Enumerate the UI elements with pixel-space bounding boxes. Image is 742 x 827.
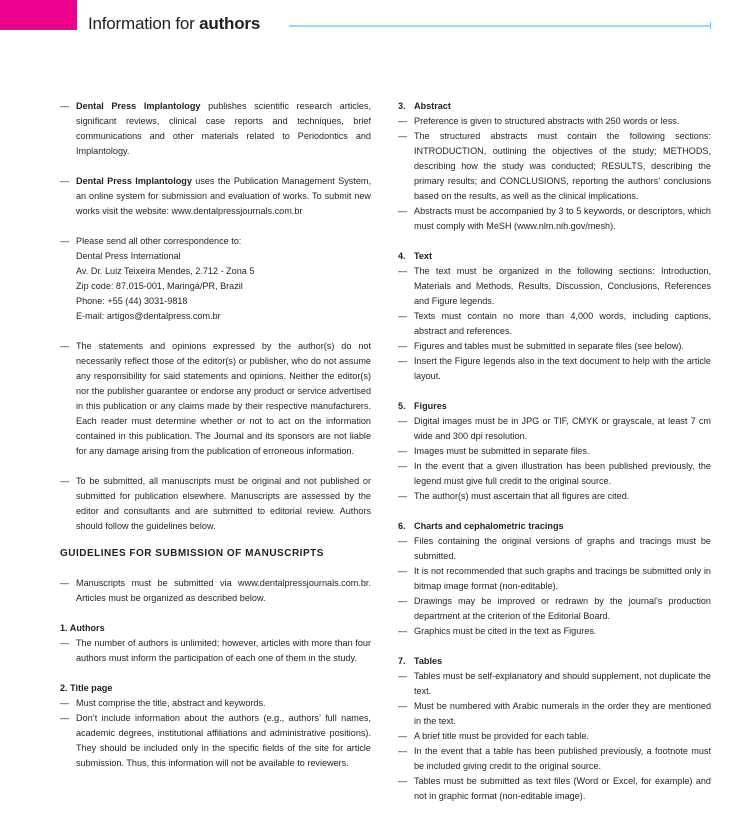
page-title-regular: Information for [88,14,200,33]
dash-bullet: — [60,638,70,648]
section-title-text: Figures [414,401,447,411]
dash-bullet: — [398,626,408,636]
dash-bullet: — [398,566,408,576]
list-item [398,339,711,354]
intro-text: uses the Publication Management System, an online system for submission and evaluation of works. To submit new works visit the website: www.dentalpressjournals.com.br [76,176,371,216]
header-rule-end [710,22,711,29]
dash-bullet: — [60,101,70,111]
correspondence-block [60,234,371,324]
list-item [398,354,711,384]
dash-bullet: — [398,131,408,141]
statements-disclaimer [60,339,371,459]
list-item [398,669,711,699]
list-item [60,636,371,666]
list-item-text: Abstracts must be accompanied by 3 to 5 keywords, or descriptors, which must comply with MeSH (www.nlm.nih.gov/mesh). [414,206,711,231]
list-item [398,489,711,504]
phone-line: Phone: +55 (44) 3031-9818 [76,296,188,306]
list-item [398,459,711,489]
dash-bullet: — [398,356,408,366]
list-item [398,264,711,309]
section-number: 5. [398,401,406,411]
dash-bullet: — [60,476,70,486]
list-item-text: Tables must be submitted as text files (Word or Excel, for example) and not in graphic format (non-editable image). [414,776,711,801]
intro-item [60,99,371,159]
list-item [398,309,711,339]
correspondence-intro: Please send all other correspondence to: [76,236,242,246]
dash-bullet: — [398,776,408,786]
dash-bullet: — [398,206,408,216]
dash-bullet: — [398,446,408,456]
list-item-text: Images must be submitted in separate files. [414,446,590,456]
list-item [398,114,711,129]
journal-name: Dental Press Implantology [76,101,201,111]
email-line: E-mail: artigos@dentalpress.com.br [76,311,221,321]
section-title [398,249,711,264]
list-item-text: Must comprise the title, abstract and keywords. [76,698,266,708]
intro-item [60,174,371,219]
list-item [398,564,711,594]
list-item-text: Must be numbered with Arabic numerals in the order they are mentioned in the text. [414,701,711,726]
list-item-text: Drawings may be improved or redrawn by the journal’s production department at the criterion of the Editorial Board. [414,596,711,621]
list-item-text: The structured abstracts must contain the following sections: INTRODUCTION, outlining the objectives of the study; METHODS, describing how the study was conducted; RESULTS, describing the primary results; and CONCLUSIONS, reporting the authors’ conclusions based on the results, as well as the clinical implications. [414,131,711,201]
list-item-text: A brief title must be provided for each table. [414,731,589,741]
journal-name: Dental Press Implantology [76,176,192,186]
list-item [398,624,711,639]
dash-bullet: — [398,731,408,741]
list-item-text: Files containing the original versions of graphs and tracings must be submitted. [414,536,711,561]
section-title [60,681,371,696]
dash-bullet: — [398,341,408,351]
list-item-text: Graphics must be cited in the text as Figures. [414,626,597,636]
dash-bullet: — [398,266,408,276]
list-item-text: Preference is given to structured abstracts with 250 words or less. [414,116,680,126]
section-title-page [60,681,371,771]
section-abstract [398,99,711,234]
section-title-text: Abstract [414,101,451,111]
list-item [60,696,371,711]
section-number: 4. [398,251,406,261]
dash-bullet: — [60,713,70,723]
right-column [398,99,711,819]
list-item [398,594,711,624]
dash-bullet: — [398,116,408,126]
list-item [398,699,711,729]
section-number: 7. [398,656,406,666]
guidelines-intro-text: Manuscripts must be submitted via www.dentalpressjournals.com.br. Articles must be organized as described below. [76,578,371,603]
section-title-text: Charts and cephalometric tracings [414,521,564,531]
header-rule [289,25,711,27]
dash-bullet: — [398,746,408,756]
section-figures [398,399,711,504]
dash-bullet: — [398,596,408,606]
dash-bullet: — [398,701,408,711]
list-item [398,534,711,564]
section-title-text: Title page [70,683,113,693]
dash-bullet: — [60,236,70,246]
list-item [398,774,711,804]
statements-text: The statements and opinions expressed by the author(s) do not necessarily reflect those of the editor(s) or publisher, who do not assume any responsibility for said statements and opinions. Neither the editor(s) nor the publisher guarantee or endorse any product or service advertised in this publication or any claims made by their respective manufacturers. Each reader must determine whether or not to act on the information contained in this publication. The Journal and its sponsors are not liable for any damage arising from the publication of erroneous information. [76,341,371,456]
intro-text: publishes scientific research articles, significant reviews, clinical case reports and techniques, brief communications and other materials related to Periodontics and Implantology. [76,101,371,156]
section-title-text: Tables [414,656,443,666]
header-accent-block [0,0,77,30]
address-line: Dental Press International [76,251,181,261]
list-item-text: In the event that a table has been published previously, a footnote must be included giving credit to the original source. [414,746,711,771]
list-item-text: Tables must be self-explanatory and should supplement, not duplicate the text. [414,671,711,696]
section-title [398,654,711,669]
section-number: 2. [60,683,68,693]
guidelines-heading: GUIDELINES FOR SUBMISSION OF MANUSCRIPTS [60,548,324,559]
list-item-text: Digital images must be in JPG or TIF, CMYK or grayscale, at least 7 cm wide and 300 dpi resolution. [414,416,711,441]
section-number: 3. [398,101,406,111]
list-item-text: The text must be organized in the following sections: Introduction, Materials and Methods, Results, Discussion, Conclusions, References and Figure legends. [414,266,711,306]
section-authors [60,621,371,666]
section-text [398,249,711,384]
list-item [398,129,711,204]
list-item [398,204,711,234]
list-item-text: Insert the Figure legends also in the text document to help with the article layout. [414,356,711,381]
list-item-text: Don’t include information about the authors (e.g., authors’ full names, academic degrees, institutional affiliations and administrative positions). They should be included only in the specific fields of the site for article submission. Thus, this information will not be available to reviewers. [76,713,371,768]
page-title [88,14,260,34]
dash-bullet: — [60,176,70,186]
list-item-text: Figures and tables must be submitted in separate files (see below). [414,341,684,351]
dash-bullet: — [398,416,408,426]
dash-bullet: — [398,311,408,321]
section-title [398,519,711,534]
list-item [60,711,371,771]
dash-bullet: — [60,341,70,351]
guidelines-intro [60,576,371,606]
submission-note [60,474,371,534]
list-item [398,729,711,744]
submission-text: To be submitted, all manuscripts must be original and not published or submitted for publication elsewhere. Manuscripts are assessed by the editor and consultants and are submitted to editorial review. Authors should follow the guidelines below. [76,476,371,531]
left-column [60,99,371,786]
address-line: Av. Dr. Luiz Teixeira Mendes, 2.712 - Zona 5 [76,266,255,276]
section-number: 1. [60,623,68,633]
section-number: 6. [398,521,406,531]
section-charts [398,519,711,639]
list-item-text: The number of authors is unlimited; however, articles with more than four authors must inform the participation of each one of them in the study. [76,638,371,663]
list-item [398,444,711,459]
section-tables [398,654,711,804]
address-line: Zip code: 87.015-001, Maringá/PR, Brazil [76,281,243,291]
dash-bullet: — [398,536,408,546]
dash-bullet: — [398,491,408,501]
dash-bullet: — [398,671,408,681]
section-title-text: Authors [69,623,105,633]
list-item [398,414,711,444]
list-item-text: The author(s) must ascertain that all figures are cited. [414,491,630,501]
section-title [398,399,711,414]
list-item-text: Texts must contain no more than 4,000 words, including captions, abstract and references. [414,311,711,336]
page-title-bold: authors [199,14,261,33]
list-item-text: In the event that a given illustration has been published previously, the legend must give full credit to the original source. [414,461,711,486]
list-item [398,744,711,774]
dash-bullet: — [60,578,70,588]
list-item-text: It is not recommended that such graphs and tracings be submitted only in bitmap image format (non-editable). [414,566,711,591]
section-title-text: Text [414,251,433,261]
section-title [60,621,371,636]
dash-bullet: — [60,698,70,708]
dash-bullet: — [398,461,408,471]
section-title [398,99,711,114]
